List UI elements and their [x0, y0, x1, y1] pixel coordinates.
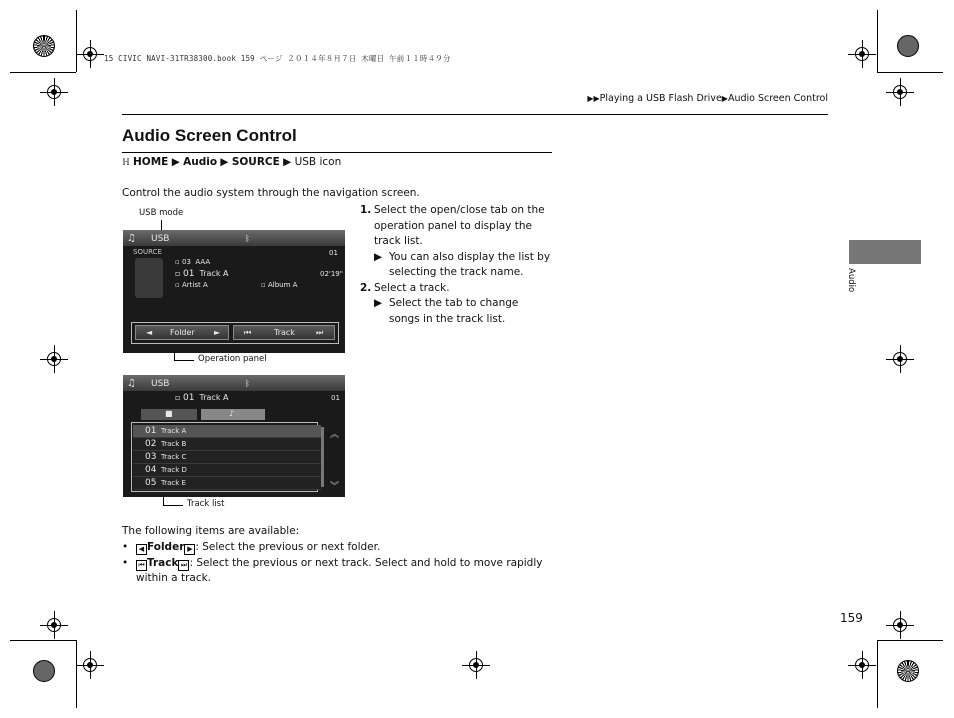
double-arrow-icon: ▶▶ [587, 94, 600, 103]
nav-usb: USB icon [294, 156, 342, 168]
next-icon: ▶ [184, 544, 195, 555]
skip-back-icon: ⏮ [136, 560, 147, 571]
breadcrumb [587, 93, 828, 104]
track-name[interactable]: Track A [199, 393, 229, 402]
arrow-icon: ▶ [283, 156, 292, 168]
step-1: 1. Select the open/close tab on the operation panel to display the track list. [360, 204, 545, 247]
page-number: 159 [840, 611, 863, 625]
registration-star-icon [897, 35, 919, 57]
title-rule [122, 152, 552, 153]
usb-mode-label: USB [151, 379, 170, 389]
step-2-note: ▶ Select the tab to change songs in the track list. [374, 296, 552, 327]
artist-icon: ▫ [175, 281, 182, 289]
items-intro: The following items are available: [122, 525, 300, 537]
chapter-label: Audio [846, 268, 856, 293]
track-name[interactable]: Track A [199, 269, 229, 278]
operation-panel-callout: Operation panel [198, 354, 267, 364]
arrow-icon: ▶ [220, 156, 229, 168]
nav-source: SOURCE [231, 156, 280, 168]
bluetooth-icon: ᛒ [245, 234, 250, 243]
registration-mark-icon [893, 85, 907, 99]
registration-mark-icon [855, 658, 869, 672]
items-list [122, 540, 554, 587]
registration-mark-icon [855, 47, 869, 61]
list-item[interactable]: 05 Track E [133, 477, 321, 490]
usb-mode-callout: USB mode [139, 208, 184, 218]
track-counter: 01 [331, 394, 340, 402]
track-time: 02'19" [320, 270, 343, 278]
registration-mark-icon [469, 658, 483, 672]
folder-label: Folder [170, 328, 195, 337]
list-item: • ◀ Folder ▶ : Select the previous or next folder. [122, 541, 381, 553]
usb-mode-label: USB [151, 234, 170, 244]
breadcrumb-page: Audio Screen Control [727, 93, 828, 104]
step-2: 2. Select a track. [360, 281, 450, 294]
track-icon: ▫ [175, 269, 183, 278]
folder-number: 03 [181, 258, 191, 266]
nav-audio: Audio [183, 156, 218, 168]
track-button-group [233, 325, 335, 340]
album-icon: ▫ [261, 281, 268, 289]
registration-mark-icon [893, 618, 907, 632]
list-item[interactable]: 01 Track A [133, 425, 321, 438]
track-icon: ▫ [175, 393, 183, 402]
folder-icon: ■ [165, 409, 173, 418]
registration-mark-icon [893, 352, 907, 366]
arrow-icon: ▶ [171, 156, 180, 168]
album-name: Album A [267, 281, 298, 289]
list-item: • ⏮ Track ⏭ : Select the previous or next track. Select and hold to move rapidly within a track. [122, 556, 543, 584]
next-track-button[interactable]: ⏭ [316, 328, 324, 337]
tab-folder[interactable] [141, 409, 197, 420]
prev-track-button[interactable]: ⏮ [244, 328, 252, 337]
music-note-icon: ♪ [229, 409, 235, 418]
registration-star-icon [897, 660, 919, 682]
scroll-up-icon[interactable]: ︽ [330, 430, 340, 440]
track-list-screen [123, 375, 345, 497]
registration-mark-icon [47, 85, 61, 99]
tab-tracks[interactable] [201, 409, 265, 420]
list-scrollbar[interactable] [321, 427, 324, 487]
music-note-icon: ♫ [127, 378, 136, 389]
track-label: Track [274, 328, 295, 337]
page-title: Audio Screen Control [122, 126, 297, 145]
breadcrumb-section: Playing a USB Flash Drive [599, 93, 722, 104]
intro-text: Control the audio system through the navigation screen. [122, 187, 420, 199]
skip-forward-icon: ⏭ [178, 560, 189, 571]
prev-icon: ◀ [136, 544, 147, 555]
steps [360, 203, 552, 327]
folder-button-group [135, 325, 229, 340]
arrow-icon: ▶ [374, 250, 383, 263]
arrow-icon: ▶ [374, 297, 383, 309]
step-1-note: ▶ You can also display the list by selecting the track name. [374, 250, 552, 281]
print-header: 15 CIVIC NAVI-31TR38300.book 159 ページ ２０１４年８月７日 木曜日 午前１１時４９分 [104, 54, 451, 63]
nav-path [122, 156, 341, 168]
list-item[interactable]: 04 Track D [133, 464, 321, 477]
registration-star-icon [33, 660, 55, 682]
usb-device-icon [135, 258, 163, 298]
chapter-tab [849, 240, 921, 264]
nav-key-icon: ℍ [122, 158, 130, 168]
registration-mark-icon [83, 658, 97, 672]
bluetooth-icon: ᛒ [245, 379, 250, 388]
prev-folder-button[interactable]: ◄ [146, 328, 153, 337]
nav-home: HOME [133, 156, 169, 168]
arrow-icon: ▶ [721, 94, 728, 103]
music-note-icon: ♫ [127, 233, 136, 244]
track-number: 01 [182, 269, 195, 279]
source-label: SOURCE [133, 248, 162, 256]
track-number: 01 [182, 393, 195, 403]
header-rule [122, 114, 828, 115]
registration-mark-icon [47, 618, 61, 632]
folder-name: AAA [195, 258, 211, 266]
next-folder-button[interactable]: ► [214, 328, 221, 337]
audio-screen [123, 230, 345, 353]
registration-star-icon [33, 35, 55, 57]
artist-name: Artist A [181, 281, 208, 289]
track-counter: 01 [329, 249, 338, 257]
list-item[interactable]: 03 Track C [133, 451, 321, 464]
track-list-callout: Track list [187, 499, 225, 509]
scroll-down-icon[interactable]: ︾ [330, 482, 340, 492]
registration-mark-icon [83, 47, 97, 61]
registration-mark-icon [47, 352, 61, 366]
list-item[interactable]: 02 Track B [133, 438, 321, 451]
folder-icon: ▫ [175, 258, 182, 266]
